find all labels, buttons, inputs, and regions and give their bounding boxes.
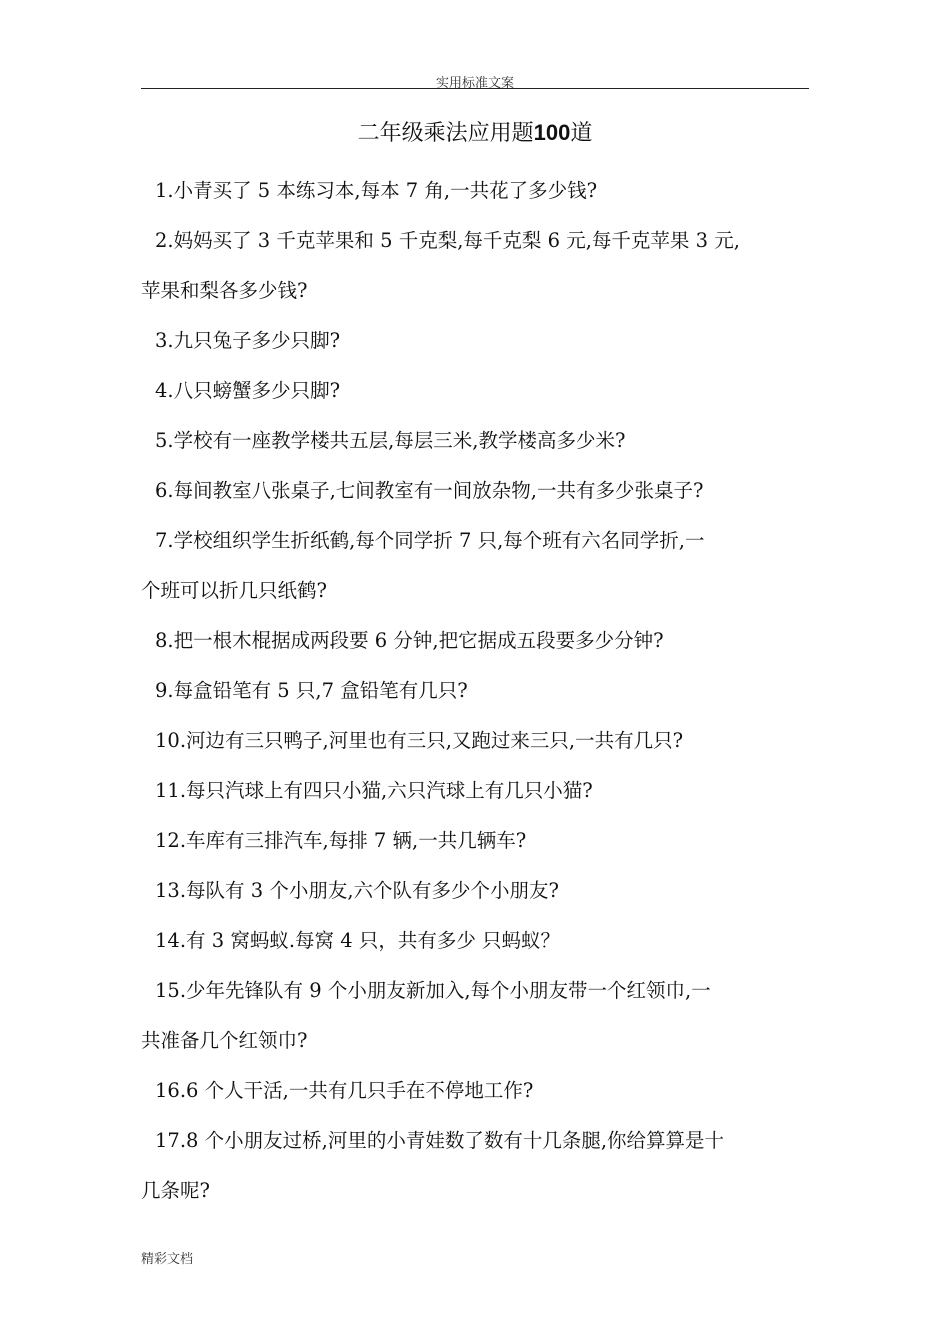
question-text: 7.学校组织学生折纸鹤,每个同学折 7 只,每个班有六名同学折,一 [155,529,705,552]
question-text: 12.车库有三排汽车,每排 7 辆,一共几辆车? [155,829,527,852]
title-suffix: 道 [570,121,593,146]
header-divider [141,88,809,89]
question-text-continued: 几条呢? [141,1179,210,1202]
question-item [141,766,811,816]
question-item [141,666,811,716]
question-item [141,866,811,916]
question-text: 10.河边有三只鸭子,河里也有三只,又跑过来三只,一共有几只? [155,729,684,752]
question-text: 13.每队有 3 个小朋友,六个队有多少个小朋友? [155,879,559,902]
title-prefix: 二年级乘法应用题 [357,121,534,146]
document-title [0,116,950,147]
question-text-continued: 苹果和梨各多少钱? [141,279,308,302]
question-item [141,516,811,616]
question-item [141,916,811,966]
question-text: 9.每盒铅笔有 5 只,7 盒铅笔有几只? [155,679,468,702]
question-text: 16.6 个人干活,一共有几只手在不停地工作? [155,1079,534,1102]
question-item [141,1116,811,1216]
question-item [141,616,811,666]
question-item [141,966,811,1066]
title-number: 100 [533,120,571,145]
question-text: 2.妈妈买了 3 千克苹果和 5 千克梨,每千克梨 6 元,每千克苹果 3 元, [155,229,740,252]
question-text: 8.把一根木棍据成两段要 6 分钟,把它据成五段要多少分钟? [155,629,664,652]
question-text: 15.少年先锋队有 9 个小朋友新加入,每个小朋友带一个红领巾,一 [155,979,711,1002]
question-text: 17.8 个小朋友过桥,河里的小青娃数了数有十几条腿,你给算算是十 [155,1129,725,1152]
question-item [141,716,811,766]
page-header-text: 实用标准文案 [435,76,514,91]
question-text: 3.九只兔子多少只脚? [155,329,341,352]
question-text: 6.每间教室八张桌子,七间教室有一间放杂物,一共有多少张桌子? [155,479,704,502]
question-text: 5.学校有一座教学楼共五层,每层三米,教学楼高多少米? [155,429,626,452]
question-text-continued: 共准备几个红领巾? [141,1029,308,1052]
question-item [141,366,811,416]
question-text: 4.八只螃蟹多少只脚? [155,379,341,402]
question-item [141,816,811,866]
question-text: 14.有 3 窝蚂蚁.每窝 4 只，共有多少 只蚂蚁？ [155,929,561,952]
question-item [141,416,811,466]
question-text: 11.每只汽球上有四只小猫,六只汽球上有几只小猫? [155,779,593,802]
page-footer-text: 精彩文档 [141,1252,194,1267]
question-item [141,166,811,216]
question-item [141,466,811,516]
question-text-continued: 个班可以折几只纸鹤? [141,579,327,602]
question-item [141,216,811,316]
question-list [141,166,811,1216]
question-text: 1.小青买了 5 本练习本,每本 7 角,一共花了多少钱? [155,179,598,202]
question-item [141,316,811,366]
question-item [141,1066,811,1116]
